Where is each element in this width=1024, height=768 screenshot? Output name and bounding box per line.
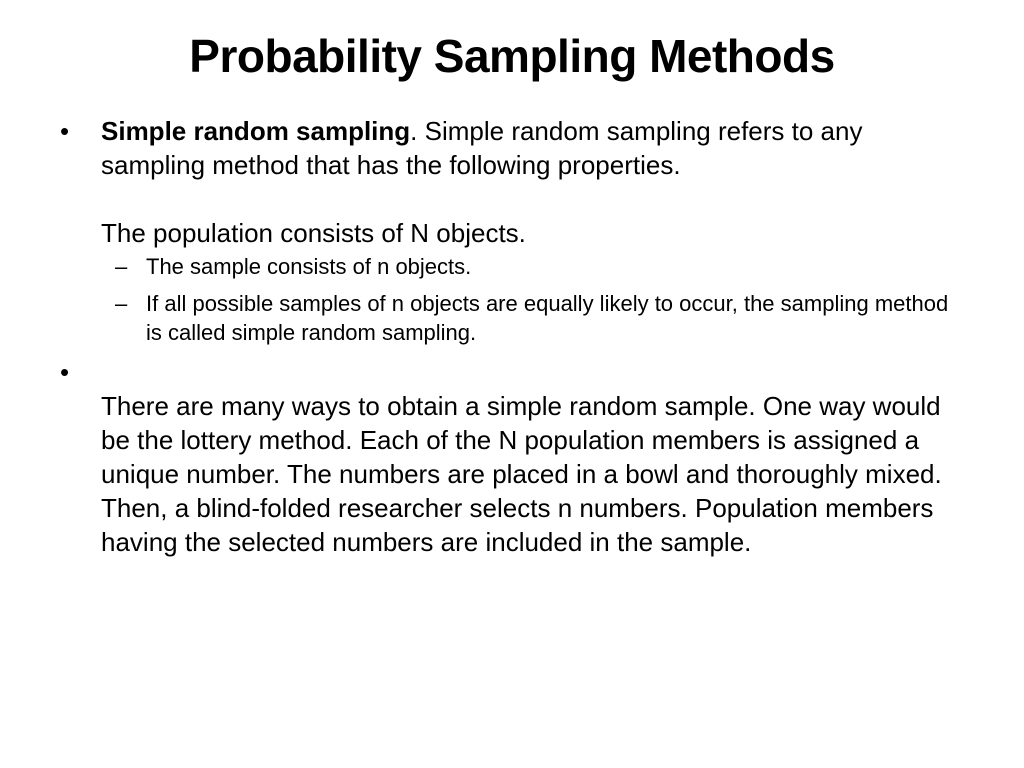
sub-bullet-text: If all possible samples of n objects are equally likely to occur, the sampling method is called simple random sampling.	[146, 291, 949, 345]
bullet-text: There are many ways to obtain a simple random sample. One way would be the lottery method. Each of the N population members is assigned a unique number. The numbers are placed in a bowl and thoroughly mixed. Then, a blind-folded researcher selects n numbers. Population members having the selected numbers are included in the sample.	[101, 391, 942, 557]
sub-bullet-item	[101, 289, 960, 347]
sub-bullet-list	[101, 252, 960, 347]
paragraph-gap	[101, 182, 960, 216]
bullet-continuation: The population consists of N objects.	[101, 218, 526, 248]
sub-bullet-marker: –	[115, 291, 128, 316]
sub-bullet-text: The sample consists of n objects.	[146, 254, 472, 279]
sub-bullet-marker: –	[115, 254, 128, 279]
bullet-simple-random-sampling	[60, 114, 960, 347]
bullet-lottery-method	[60, 355, 960, 559]
bullet-marker: •	[60, 357, 70, 387]
bullet-lead-paragraph	[101, 114, 960, 182]
bullet-marker: •	[60, 116, 70, 146]
bullet-lead-text: . Simple random sampling refers to any sampling method that has the following properties.	[101, 116, 863, 180]
slide-body	[60, 114, 960, 559]
sub-bullet-item	[101, 252, 960, 281]
slide-title: Probability Sampling Methods	[189, 30, 835, 82]
empty-line	[101, 355, 960, 389]
bullet-bold-term: Simple random sampling	[101, 116, 411, 146]
